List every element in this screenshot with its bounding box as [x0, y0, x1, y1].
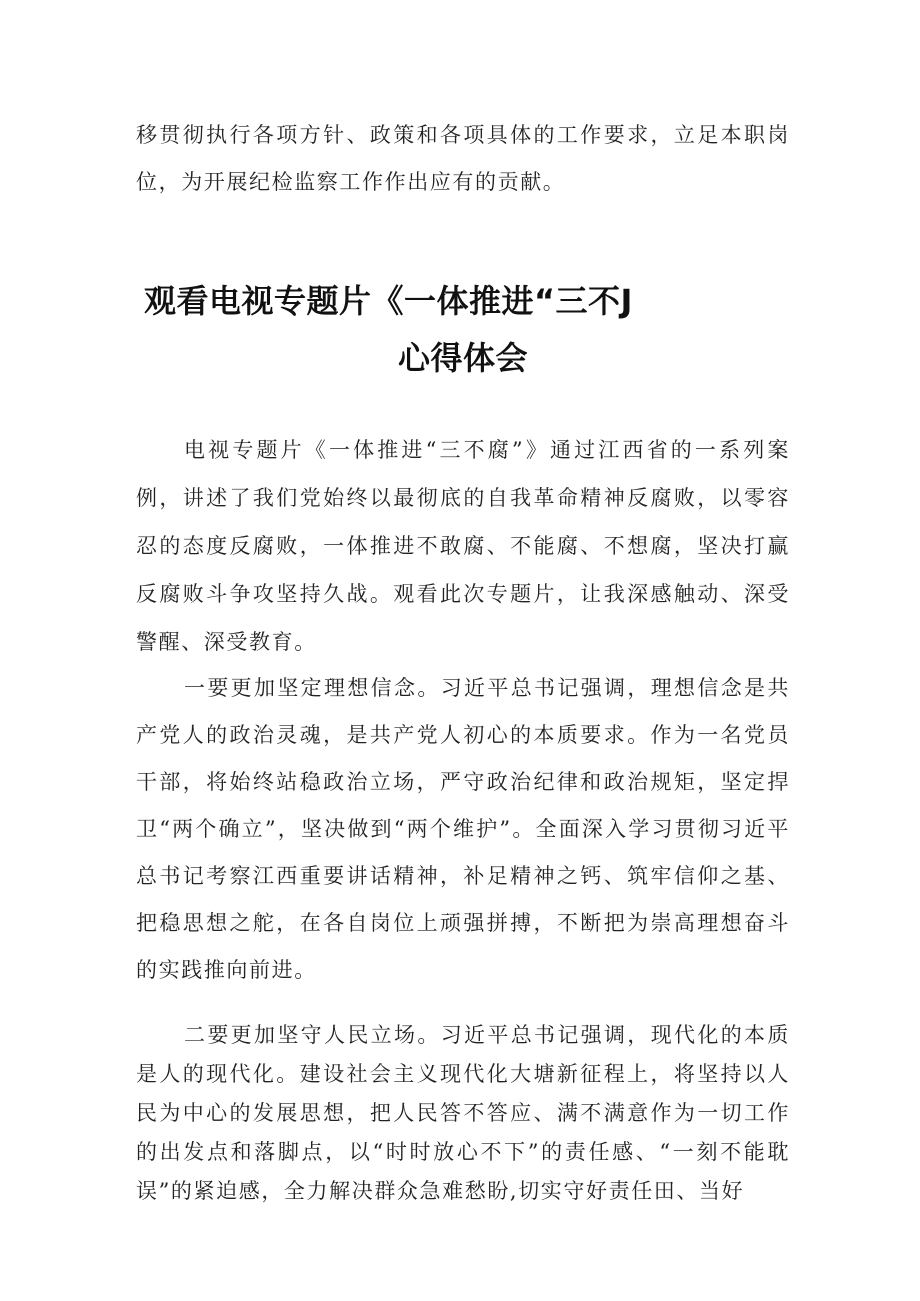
paragraph-introduction: 电视专题片《一体推进“三不腐”》通过江西省的一系列案例，讲述了我们党始终以最彻底的自我革命精神反腐败，以零容忍的态度反腐败，一体推进不敢腐、不能腐、不想腐，坚决打赢反腐败斗争攻坚持久战。观看此次专题片，让我深感触动、深受警醒、深受教育。 [136, 438, 790, 654]
title-line-1: 观看电视专题片《一体推进“三不J [144, 282, 633, 320]
intro-paragraph-fragment: 移贯彻执行各项方针、政策和各项具体的工作要求，立足本职岗位，为开展纪检监察工作作出应有的贡献。 [136, 123, 790, 194]
paragraph-ideals-and-beliefs: 一要更加坚定理想信念。习近平总书记强调，理想信念是共产党人的政治灵魂，是共产党人初心的本质要求。作为一名党员干部，将始终站稳政治立场，严守政治纪律和政治规矩，坚定捍卫“两个确立”，坚决做到“两个维护”。全面深入学习贯彻习近平总书记考察江西重要讲话精神，补足精神之钙、筑牢信仰之基、把稳思想之舵，在各自岗位上顽强拼搏，不断把为崇高理想奋斗的实践推向前进。 [136, 676, 790, 982]
paragraph-people-stance: 二要更加坚守人民立场。习近平总书记强调，现代化的本质是人的现代化。建设社会主义现代化大塘新征程上，将坚持以人民为中心的发展思想，把人民答不答应、满不满意作为一切工作的出发点和落脚点，以“时时放心不下”的责任感、“一刻不能耽误”的紧迫感，全力解决群众急难愁盼,切实守好责任田、当好 [136, 1023, 790, 1203]
title-line-2: 心得体会 [398, 339, 529, 377]
